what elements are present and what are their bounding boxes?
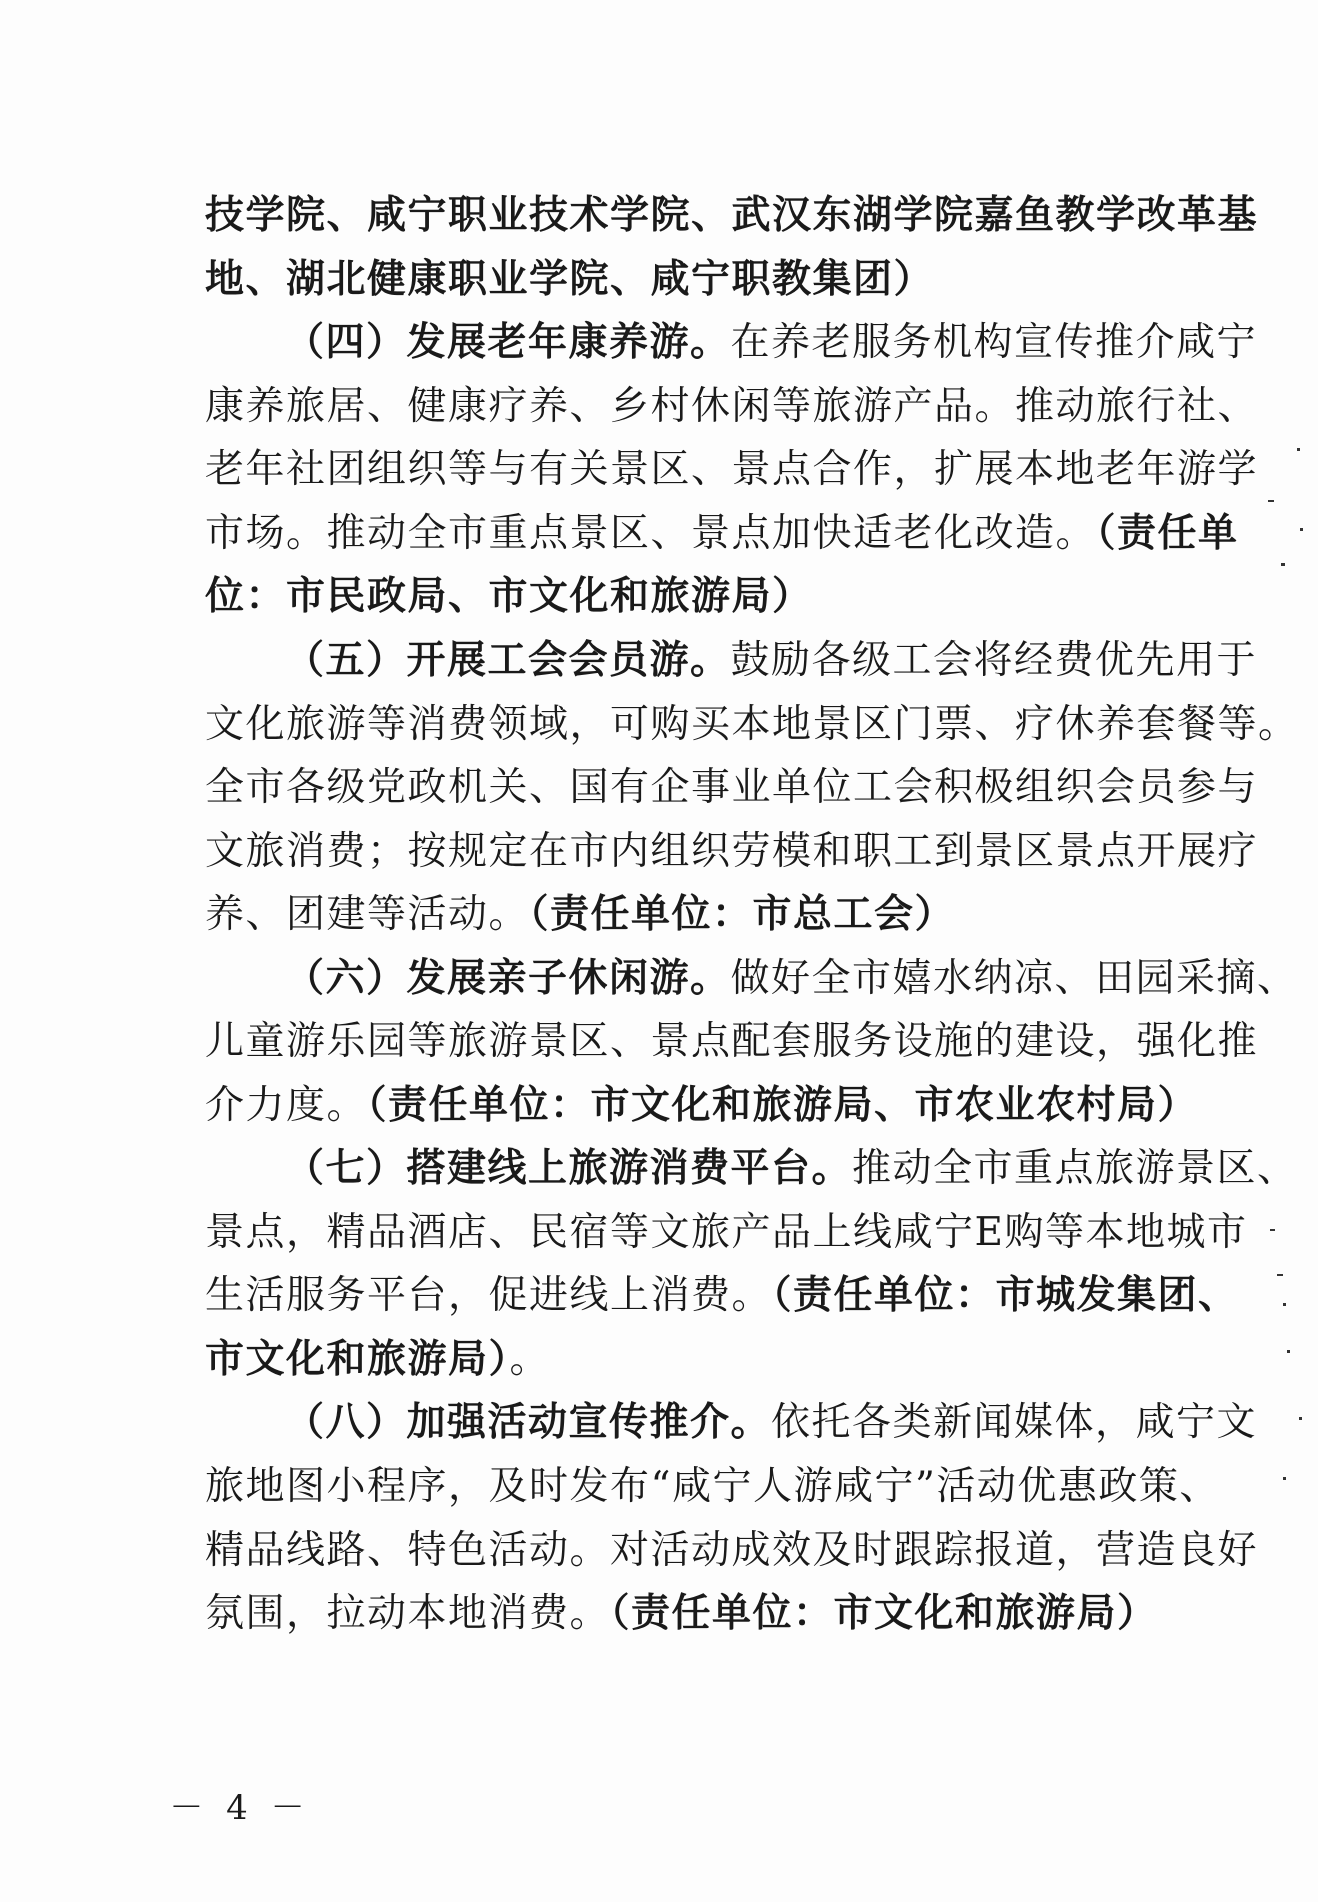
bold-text: 地、湖北健康职业学院、咸宁职教集团） — [205, 256, 935, 302]
bold-text: （责任单位：市文化和旅游局） — [610, 1590, 1158, 1636]
text-segment: 精品线路、特色活动。对活动成效及时跟踪报道，营造良好 — [205, 1528, 1259, 1573]
bold-text: 位：市民政局、市文化和旅游局） — [205, 573, 813, 619]
text-segment: 景点，精品酒店、民宿等文旅产品上线咸宁E购等本地城市 — [205, 1210, 1248, 1255]
text-line — [205, 1590, 1158, 1636]
scan-speck — [1299, 1417, 1302, 1420]
bold-text: （五）开展工会会员游。 — [285, 637, 731, 683]
text-line — [205, 702, 1299, 747]
text-line — [285, 1145, 1298, 1191]
scan-speck — [1281, 563, 1285, 566]
scan-speck — [1268, 500, 1274, 502]
text-segment: 生活服务平台，促进线上消费。 — [205, 1273, 773, 1318]
text-segment: 依托各类新闻媒体，咸宁文 — [771, 1400, 1258, 1445]
text-line — [205, 1336, 1125, 1382]
bold-text: （责任单位：市文化和旅游局、市农业农村局） — [367, 1082, 1199, 1128]
bold-text: （责任单位：市总工会） — [529, 891, 956, 937]
text-segment: 老年社团组织等与有关景区、景点合作，扩展本地老年游学 — [205, 447, 1259, 492]
text-segment: 文旅消费；按规定在市内组织劳模和职工到景区景点开展疗 — [205, 829, 1259, 874]
text-line — [205, 829, 1259, 874]
bold-text: 技学院、咸宁职业技术学院、武汉东湖学院嘉鱼教学改革基 — [205, 192, 1259, 238]
scan-speck — [1283, 1303, 1286, 1306]
scan-speck — [1283, 1477, 1286, 1480]
text-line — [205, 384, 1259, 429]
text-segment: 儿童游乐园等旅游景区、景点配套服务设施的建设，强化推 — [205, 1019, 1259, 1064]
text-line — [205, 447, 1259, 492]
text-line — [205, 765, 1259, 810]
text-segment: 推动全市重点旅游景区、 — [852, 1146, 1298, 1191]
bold-text: （八）加强活动宣传推介。 — [285, 1399, 772, 1445]
text-line — [205, 891, 1125, 937]
text-segment: 氛围，拉动本地消费。 — [205, 1591, 611, 1636]
text-line — [205, 1082, 1199, 1128]
text-line — [205, 510, 1239, 556]
bold-text: （责任单位：市城发集团、 — [772, 1272, 1239, 1318]
text-line — [285, 319, 1258, 365]
text-segment: 康养旅居、健康疗养、乡村休闲等旅游产品。推动旅行社、 — [205, 384, 1259, 429]
text-line — [205, 573, 1125, 619]
scan-speck — [1287, 1350, 1290, 1353]
text-line — [285, 955, 1298, 1001]
text-segment: 做好全市嬉水纳凉、田园采摘、 — [730, 956, 1298, 1001]
text-line — [205, 1464, 1220, 1509]
text-line — [285, 637, 1258, 683]
text-segment: 市场。推动全市重点景区、景点加快适老化改造。 — [205, 511, 1097, 556]
text-line — [285, 1399, 1258, 1445]
text-line — [205, 192, 1259, 238]
bold-text: （四）发展老年康养游。 — [285, 319, 731, 365]
bold-text: （责任单 — [1096, 510, 1239, 556]
page-number: － 4 － — [169, 1788, 311, 1828]
scan-speck — [1297, 448, 1300, 451]
text-segment: 在养老服务机构宣传推介咸宁 — [730, 320, 1258, 365]
text-segment: 文化旅游等消费领域，可购买本地景区门票、疗休养套餐等。 — [205, 702, 1299, 747]
scan-speck — [1270, 1229, 1275, 1231]
text-line — [205, 1019, 1259, 1064]
text-segment: 鼓励各级工会将经费优先用于 — [730, 638, 1258, 683]
text-line — [205, 1210, 1248, 1255]
text-segment: 。 — [509, 1337, 551, 1382]
text-segment: 全市各级党政机关、国有企事业单位工会积极组织会员参与 — [205, 765, 1259, 810]
bold-text: （七）搭建线上旅游消费平台。 — [285, 1145, 853, 1191]
text-line — [205, 1528, 1259, 1573]
bold-text: （六）发展亲子休闲游。 — [285, 955, 731, 1001]
scan-speck — [1300, 528, 1303, 531]
scan-speck — [1277, 1274, 1283, 1276]
text-segment: 介力度。 — [205, 1083, 368, 1128]
bold-text: 市文化和旅游局） — [205, 1336, 510, 1382]
text-segment: 养、团建等活动。 — [205, 892, 530, 937]
text-segment: 旅地图小程序，及时发布“咸宁人游咸宁”活动优惠政策、 — [205, 1464, 1220, 1509]
text-line — [205, 1272, 1239, 1318]
text-line — [205, 256, 1125, 302]
